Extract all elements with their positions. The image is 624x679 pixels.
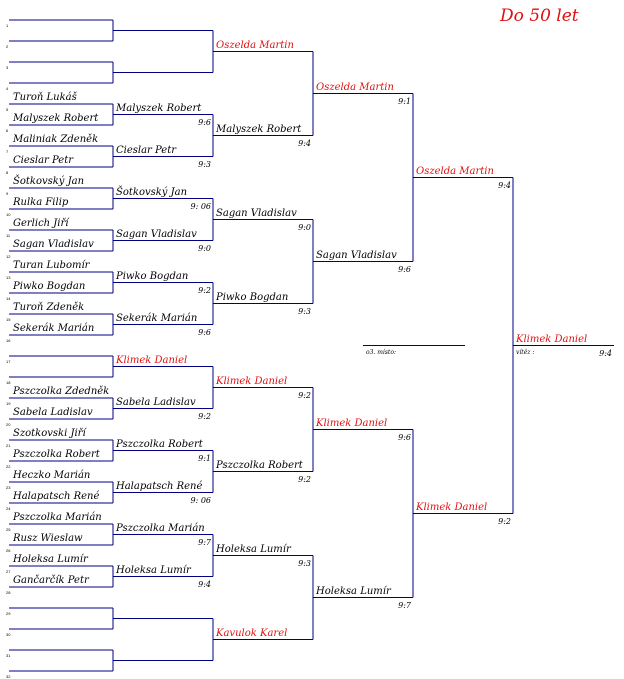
player-name: Maliniak Zdeněk [13, 134, 99, 145]
seed-number: 2 [6, 44, 9, 49]
seed-number: 12 [6, 254, 11, 259]
final-score: 9:4 [599, 348, 612, 358]
r2-score: 9:4 [198, 579, 211, 589]
winner-label: vítěz : [516, 348, 535, 356]
r3-score: 9:2 [298, 474, 311, 484]
r2-winner: Sabela Ladislav [116, 396, 196, 408]
player-name: Turan Lubomír [13, 260, 90, 271]
seed-number: 28 [6, 590, 11, 595]
seed-number: 26 [6, 548, 11, 553]
r5-winner: Klimek Daniel [416, 501, 488, 513]
player-name: Holeksa Lumír [13, 554, 88, 565]
r2-winner: Šotkovský Jan [116, 186, 188, 198]
player-name: Sagan Vladislav [13, 239, 94, 250]
r3-winner: Kavulok Karel [216, 627, 288, 639]
seed-number: 16 [6, 338, 11, 343]
seed-number: 25 [6, 527, 11, 532]
r2-winner: Malyszek Robert [116, 102, 202, 114]
r2-winner: Halapatsch René [116, 480, 203, 492]
r2-winner: Pszczolka Marián [116, 522, 205, 534]
player-name: Pszczolka Zdedněk [13, 386, 110, 397]
r3-winner: Sagan Vladislav [216, 207, 297, 219]
r2-winner: Cieslar Petr [116, 144, 177, 156]
player-name: Šotkovský Jan [13, 176, 85, 187]
seed-number: 18 [6, 380, 11, 385]
seed-number: 13 [6, 275, 11, 280]
seed-number: 17 [6, 359, 11, 364]
r2-score: 9:2 [198, 411, 211, 421]
r2-winner: Klimek Daniel [116, 354, 188, 366]
seed-number: 29 [6, 611, 11, 616]
seed-number: 8 [6, 170, 9, 175]
r4-winner: Klimek Daniel [316, 417, 388, 429]
seed-number: 9 [6, 191, 9, 196]
r2-winner: Sagan Vladislav [116, 228, 197, 240]
r2-score: 9:1 [198, 453, 211, 463]
r3-winner: Piwko Bogdan [216, 291, 289, 303]
seed-number: 20 [6, 422, 11, 427]
r2-score: 9:6 [198, 117, 211, 127]
seed-number: 5 [6, 107, 9, 112]
r4-score: 9:6 [398, 264, 411, 274]
player-name: Turoň Zdeněk [13, 302, 85, 313]
seed-number: 10 [6, 212, 11, 217]
seed-number: 3 [6, 65, 9, 70]
r2-score: 9: 06 [190, 201, 211, 211]
r4-score: 9:7 [398, 600, 411, 610]
r2-score: 9:3 [198, 159, 211, 169]
r2-winner: Pszczolka Robert [116, 438, 203, 450]
seed-number: 27 [6, 569, 11, 574]
r2-score: 9: 06 [190, 495, 211, 505]
player-name: Malyszek Robert [13, 113, 99, 124]
r3-score: 9:3 [298, 306, 311, 316]
r3-score: 9:4 [298, 138, 311, 148]
champion-name: Klimek Daniel [516, 333, 588, 345]
player-name: Pszczolka Marián [13, 512, 102, 523]
r4-score: 9:1 [398, 96, 411, 106]
r2-winner: Holeksa Lumír [116, 564, 191, 576]
player-name: Pszczolka Robert [13, 449, 100, 460]
seed-number: 1 [6, 23, 9, 28]
seed-number: 30 [6, 632, 11, 637]
page-title: Do 50 let [500, 6, 579, 26]
player-name: Rulka Filip [13, 197, 69, 208]
r2-winner: Sekerák Marián [116, 312, 198, 324]
r3-score: 9:3 [298, 558, 311, 568]
seed-number: 15 [6, 317, 11, 322]
seed-number: 22 [6, 464, 11, 469]
r2-score: 9:7 [198, 537, 211, 547]
r5-score: 9:2 [498, 516, 511, 526]
player-name: Turoň Lukáš [13, 92, 77, 103]
seed-number: 24 [6, 506, 11, 511]
r3-winner: Oszelda Martin [216, 39, 294, 51]
seed-number: 6 [6, 128, 9, 133]
seed-number: 11 [6, 233, 11, 238]
r2-score: 9:0 [198, 243, 211, 253]
r3-score: 9:0 [298, 222, 311, 232]
r4-winner: Holeksa Lumír [316, 585, 391, 597]
seed-number: 14 [6, 296, 11, 301]
r3-winner: Pszczolka Robert [216, 459, 303, 471]
player-name: Cieslar Petr [13, 155, 74, 166]
player-name: Gerlich Jiří [13, 218, 69, 229]
r3-winner: Malyszek Robert [216, 123, 302, 135]
player-name: Rusz Wieslaw [13, 533, 83, 544]
r3-winner: Klimek Daniel [216, 375, 288, 387]
r2-score: 9:6 [198, 327, 211, 337]
r2-score: 9:2 [198, 285, 211, 295]
player-name: Gančarčík Petr [13, 575, 89, 586]
player-name: Halapatsch René [13, 491, 100, 502]
seed-number: 23 [6, 485, 11, 490]
seed-number: 21 [6, 443, 11, 448]
r4-winner: Oszelda Martin [316, 81, 394, 93]
seed-number: 4 [6, 86, 9, 91]
r5-winner: Oszelda Martin [416, 165, 494, 177]
player-name: Heczko Marián [13, 470, 91, 481]
seed-number: 32 [6, 674, 11, 679]
seed-number: 7 [6, 149, 9, 154]
player-name: Sekerák Marián [13, 323, 95, 334]
r2-winner: Piwko Bogdan [116, 270, 189, 282]
r3-winner: Holeksa Lumír [216, 543, 291, 555]
r4-score: 9:6 [398, 432, 411, 442]
r5-score: 9:4 [498, 180, 511, 190]
player-name: Sabela Ladislav [13, 407, 93, 418]
player-name: Piwko Bogdan [13, 281, 86, 292]
r4-winner: Sagan Vladislav [316, 249, 397, 261]
seed-number: 19 [6, 401, 11, 406]
r3-score: 9:2 [298, 390, 311, 400]
third-place-label: o3. místo: [366, 348, 396, 356]
player-name: Szotkovski Jiří [13, 428, 86, 439]
seed-number: 31 [6, 653, 11, 658]
